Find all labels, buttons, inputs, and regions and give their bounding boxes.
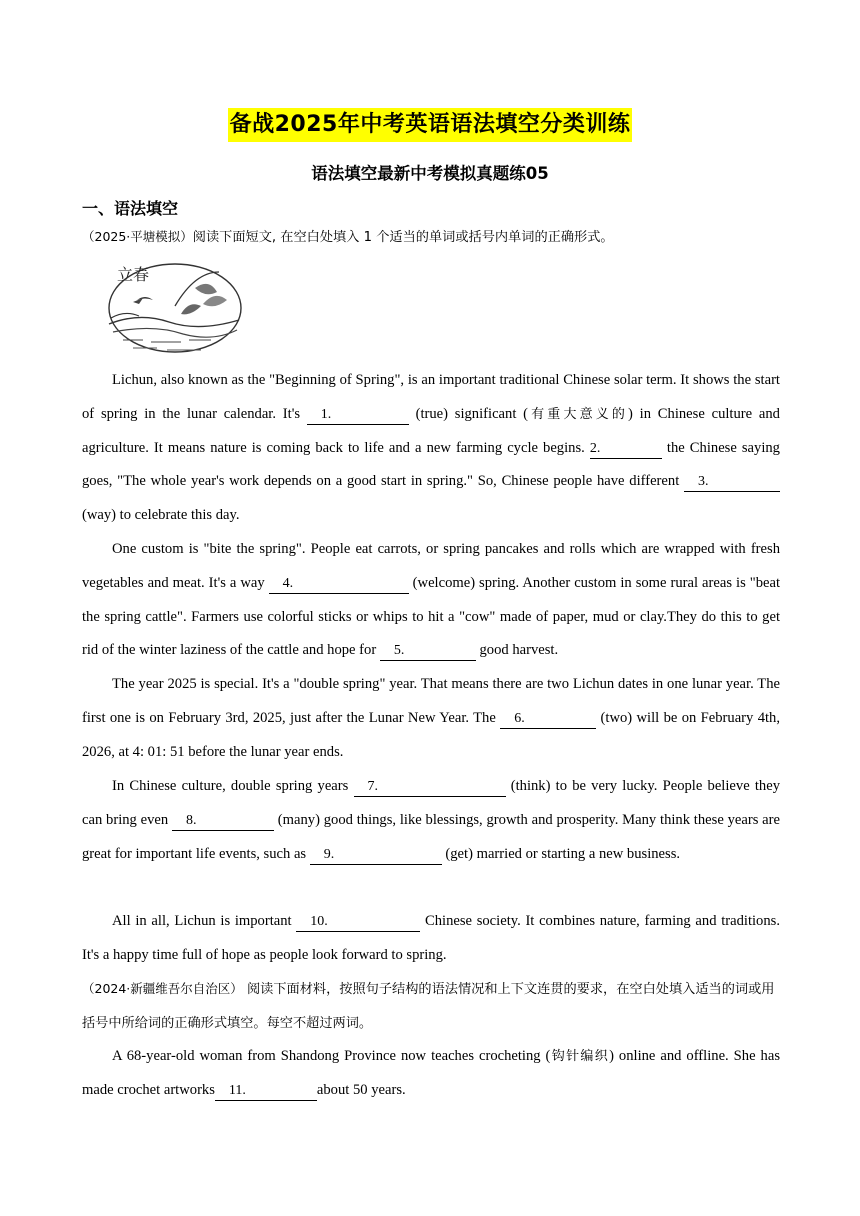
blank-10[interactable]: 10. [296,914,420,932]
blank-5[interactable]: 5. [380,643,476,661]
blank-7[interactable]: 7. [354,779,506,797]
passage1-paragraph-5: All in all, Lichun is important 10. Chinese society. It combines nature, farming and traditions. It's a happy time full of hope as people look forward to spring. [82,913,780,963]
blank-11[interactable]: 11. [215,1083,317,1101]
section-heading: 一、语法填空 [82,199,179,218]
blank-8[interactable]: 8. [172,813,274,831]
document-subtitle: 语法填空最新中考模拟真题练05 [311,164,549,183]
passage1-paragraph-4: In Chinese culture, double spring years 7. (think) to be very lucky. People believe they can bring even 8. (many) good things, like blessings, growth and prosperity. Many think these years are great for important life events, such as 9. (get) married or starting a new business. [82,770,780,871]
lichun-illustration-icon [103,258,243,358]
blank-1[interactable]: 1. [307,407,409,425]
blank-6[interactable]: 6. [500,711,596,729]
blank-3[interactable]: 3. [684,474,780,492]
passage1-instruction [82,220,782,254]
passage2-source: （2024·新疆维吾尔自治区） [82,981,243,996]
passage2-instruction-text: 阅读下面材料，按照句子结构的语法情况和上下文连贯的要求，在空白处填入适当的词或用括号中所给词的正确形式填空。每空不超过两词。 [82,982,775,1031]
passage1-paragraph-1: Lichun, also known as the "Beginning of Spring", is an important traditional Chinese solar term. It shows the start of spring in the lunar calendar. It's 1. (true) significant (有重大意义的) in Chinese culture and agriculture. It means nature is coming back to life and a new farming cycle begins. 2. the Chinese saying goes, "The whole year's work depends on a good start in spring." So, Chinese people have different 3. (way) to celebrate this day. [82,372,780,524]
passage1-instruction-text: 阅读下面短文, 在空白处填入 1 个适当的单词或括号内单词的正确形式。 [192,230,614,245]
blank-2[interactable]: 2. [590,441,662,459]
document-title: 备战2025年中考英语语法填空分类训练 [228,108,633,142]
passage2-paragraph-1: A 68-year-old woman from Shandong Province now teaches crocheting (钩针编织) online and offline. She has made crochet artworks 11. about 50 years. [82,1040,780,1108]
illustration-label: 立春 [117,265,150,284]
passage1-paragraph-2: One custom is "bite the spring". People eat carrots, or spring pancakes and rolls which are wrapped with fresh vegetables and meat. It's a way 4. (welcome) spring. Another custom in some rural areas is "beat the spring cattle". Farmers use colorful sticks or whips to hit a "cow" made of paper, mud or clay.They do this to get rid of the winter laziness of the cattle and hope for 5. good harvest. [82,533,780,668]
passage1-paragraph-3: The year 2025 is special. It's a "double spring" year. That means there are two Lichun dates in one lunar year. The first one is on February 3rd, 2025, just after the Lunar New Year. The 6. (two) will be on February 4th, 2026, at 4: 01: 51 before the lunar year ends. [82,676,780,760]
blank-9[interactable]: 9. [310,847,442,865]
passage1-source: （2025·平塘模拟） [82,229,193,244]
passage2-instruction [82,972,782,1040]
blank-4[interactable]: 4. [269,576,409,594]
